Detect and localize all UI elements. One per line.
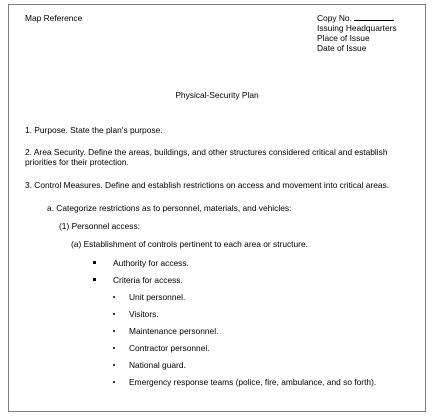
section-purpose: 1. Purpose. State the plan's purpose. [25,125,163,135]
subbullet-maintenance: Maintenance personnel. [129,326,219,336]
section-control-measures: 3. Control Measures. Define and establish restrictions on access and movement into critical areas. [25,180,390,190]
date-of-issue: Date of Issue [317,43,367,53]
square-bullet-icon [93,261,96,264]
round-bullet-icon [113,296,115,298]
subbullet-national-guard: National guard. [129,360,186,370]
document-page [8,4,426,412]
round-bullet-icon [113,347,115,349]
copy-no-blank [354,13,394,21]
subbullet-visitors: Visitors. [129,309,159,319]
round-bullet-icon [113,381,115,383]
round-bullet-icon [113,313,115,315]
copy-no-label: Copy No. [317,13,352,23]
round-bullet-icon [113,330,115,332]
subbullet-unit-personnel: Unit personnel. [129,292,186,302]
map-reference: Map Reference [25,13,83,23]
subbullet-contractor: Contractor personnel. [129,343,210,353]
copy-no-line [317,13,394,23]
document-title: Physical-Security Plan [175,90,259,100]
issuing-headquarters: Issuing Headquarters [317,23,397,33]
control-item-a: a. Categorize restrictions as to personnel, materials, and vehicles: [47,203,292,213]
section-area-security-line1: 2. Area Security. Define the areas, buildings, and other structures considered critical and establish [25,147,388,157]
control-item-1: (1) Personnel access: [59,221,140,231]
control-item-1a: (a) Establishment of controls pertinent to each area or structure. [71,239,308,249]
bullet-authority: Authority for access. [113,258,189,268]
round-bullet-icon [113,364,115,366]
subbullet-emergency-teams: Emergency response teams (police, fire, ambulance, and so forth). [129,377,377,387]
section-area-security-line2: priorities for their protection. [25,157,129,167]
bullet-criteria: Criteria for access. [113,275,183,285]
place-of-issue: Place of Issue [317,33,370,43]
square-bullet-icon [93,278,96,281]
